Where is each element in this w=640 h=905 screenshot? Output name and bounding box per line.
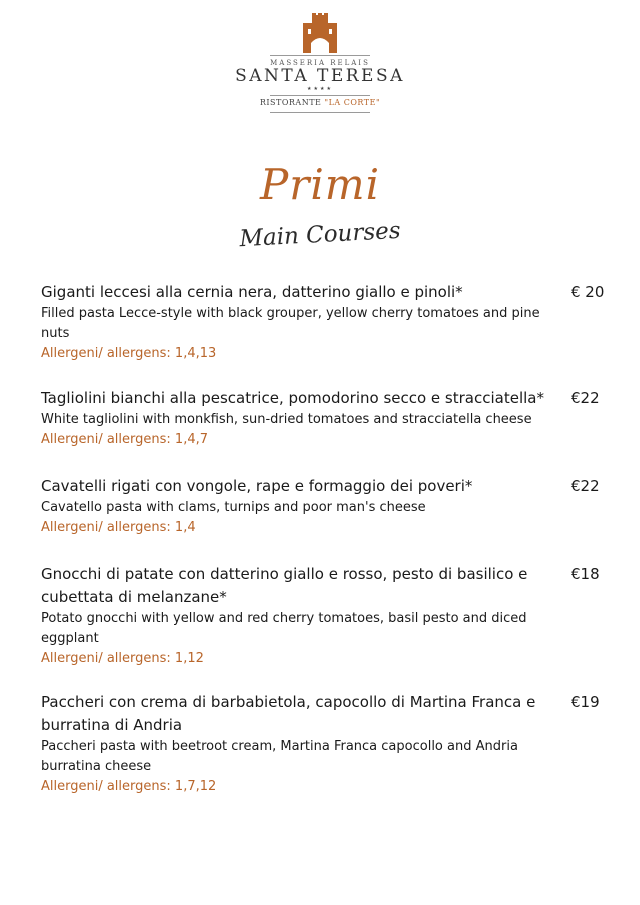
menu-item — [41, 281, 605, 364]
logo-divider-top — [270, 55, 370, 56]
menu-item — [41, 563, 601, 669]
dish-allergens: Allergeni/ allergens: 1,4,13 — [41, 346, 217, 361]
dish-name: Cavatelli rigati con vongole, rape e formaggio dei poveri* — [41, 477, 473, 495]
dish-name: Gnocchi di patate con datterino giallo e rosso, pesto di basilico e cubettata di melanzane* — [41, 565, 528, 606]
logo-stars: ★★★★ — [307, 86, 333, 92]
logo-line-santa-teresa: SANTA TERESA — [235, 66, 405, 86]
menu-item — [41, 691, 601, 797]
logo-divider-middle — [270, 95, 370, 96]
logo-divider-bottom — [270, 112, 370, 113]
logo-restaurant-line — [0, 98, 640, 107]
logo-line-masseria: MASSERIA RELAIS — [270, 59, 370, 67]
dish-allergens: Allergeni/ allergens: 1,7,12 — [41, 779, 217, 794]
dish-price: €18 — [571, 565, 600, 583]
dish-price: €22 — [571, 477, 600, 495]
menu-item — [41, 475, 601, 538]
dish-description: Potato gnocchi with yellow and red cherry tomatoes, basil pesto and diced eggplant — [41, 611, 527, 646]
logo-restaurant-prefix: RISTORANTE — [259, 98, 322, 107]
dish-price: €22 — [571, 389, 600, 407]
castle-tower-icon — [295, 13, 345, 53]
restaurant-logo — [0, 0, 640, 53]
dish-price: €19 — [571, 693, 600, 711]
dish-name: Giganti leccesi alla cernia nera, datterino giallo e pinoli* — [41, 283, 463, 301]
dish-description: Filled pasta Lecce-style with black grouper, yellow cherry tomatoes and pine nuts — [41, 306, 540, 341]
menu-item — [41, 387, 601, 450]
dish-description: White tagliolini with monkfish, sun-dried tomatoes and stracciatella cheese — [41, 412, 532, 427]
dish-allergens: Allergeni/ allergens: 1,4 — [41, 520, 196, 535]
section-subtitle: Main Courses — [238, 217, 402, 253]
dish-description: Paccheri pasta with beetroot cream, Martina Franca capocollo and Andria burratina cheese — [41, 739, 518, 774]
dish-allergens: Allergeni/ allergens: 1,12 — [41, 651, 204, 666]
logo-restaurant-name: "LA CORTE" — [324, 98, 381, 107]
dish-description: Cavatello pasta with clams, turnips and poor man's cheese — [41, 500, 426, 515]
dish-allergens: Allergeni/ allergens: 1,4,7 — [41, 432, 209, 447]
dish-name: Paccheri con crema di barbabietola, capocollo di Martina Franca e burratina di Andria — [41, 693, 536, 734]
dish-name: Tagliolini bianchi alla pescatrice, pomodorino secco e stracciatella* — [41, 389, 544, 407]
section-title: Primi — [259, 160, 381, 209]
dish-price: € 20 — [571, 283, 605, 301]
